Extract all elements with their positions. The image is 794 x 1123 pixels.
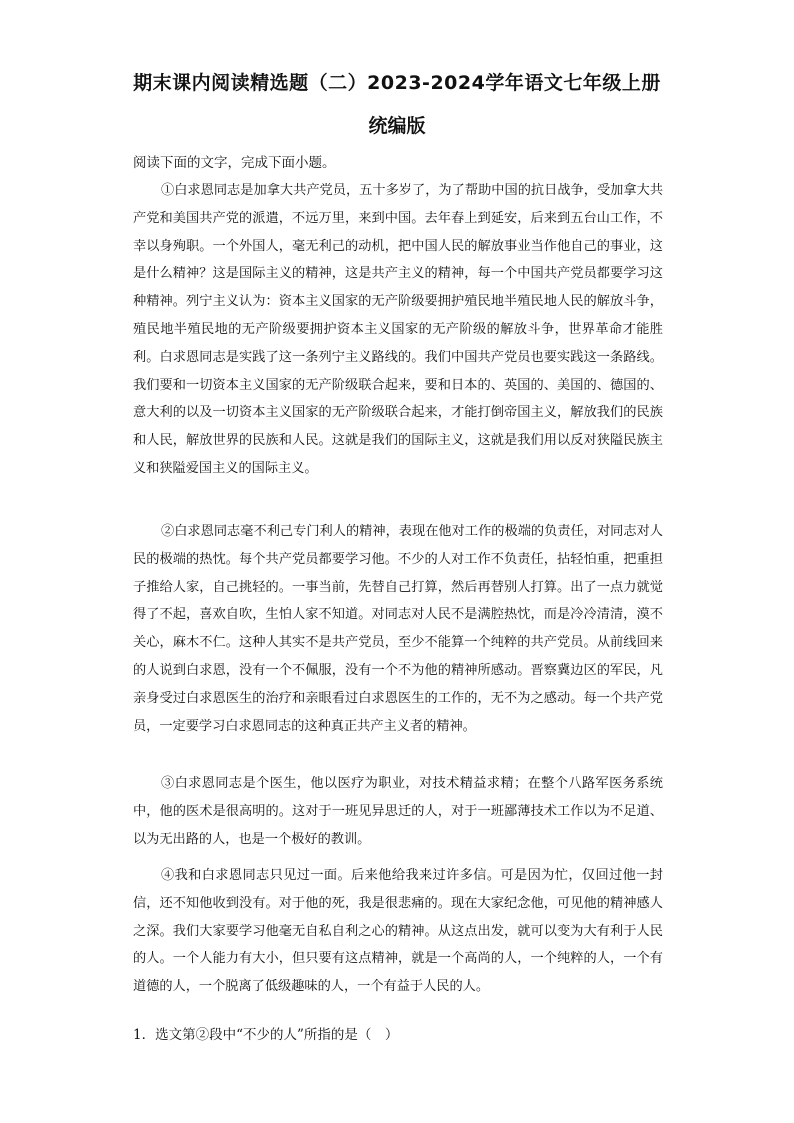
paragraph-1: ①白求恩同志是加拿大共产党员，五十多岁了，为了帮助中国的抗日战争，受加拿大共产党和美国共产党的派遣，不远万里，来到中国。去年春上到延安，后来到五台山工作，不幸以身殉职。一个外国人，毫无利己的动机，把中国人民的解放事业当作他自己的事业，这是什么精神？这是国际主义的精神，这是共产主义的精神，每一个中国共产党员都要学习这种精神。列宁主义认为：资本主义国家的无产阶级要拥护殖民地半殖民地人民的解放斗争，殖民地半殖民地的无产阶级要拥护资本主义国家的无产阶级的解放斗争，世界革命才能胜利。白求恩同志是实践了这一条列宁主义路线的。我们中国共产党员也要实践这一条路线。我们要和一切资本主义国家的无产阶级联合起来，要和日本的、英国的、美国的、德国的、意大利的以及一切资本主义国家的无产阶级联合起来，才能打倒帝国主义，解放我们的民族和人民，解放世界的民族和人民。这就是我们的国际主义，这就是我们用以反对狭隘民族主义和狭隘爱国主义的国际主义。: [133, 183, 663, 476]
paragraph-2: ②白求恩同志毫不利己专门利人的精神，表现在他对工作的极端的负责任，对同志对人民的极端的热忱。每个共产党员都要学习他。不少的人对工作不负责任，拈轻怕重，把重担子推给人家，自己挑轻的。一事当前，先替自己打算，然后再替别人打算。出了一点力就觉得了不起，喜欢自吹，生怕人家不知道。对同志对人民不是满腔热忱，而是冷冷清清，漠不关心，麻木不仁。这种人其实不是共产党员，至少不能算一个纯粹的共产党员。从前线回来的人说到白求恩，没有一个不佩服，没有一个不为他的精神所感动。晋察冀边区的军民，凡亲身受过白求恩医生的治疗和亲眼看过白求恩医生的工作的，无不为之感动。每一个共产党员，一定要学习白求恩同志的这种真正共产主义者的精神。: [133, 524, 663, 734]
paragraph-4: ④我和白求恩同志只见过一面。后来他给我来过许多信。可是因为忙，仅回过他一封信，还不知他收到没有。对于他的死，我是很悲痛的。现在大家纪念他，可见他的精神感人之深。我们大家要学习他毫无自私自利之心的精神。从这点出发，就可以变为大有利于人民的人。一个人能力有大小，但只要有这点精神，就是一个高尚的人，一个纯粹的人，一个有道德的人，一个脱离了低级趣味的人，一个有益于人民的人。: [133, 868, 663, 995]
page-title: 期末课内阅读精选题（二）2023-2024学年语文七年级上册: [133, 72, 661, 94]
question-1: 1．选文第②段中“不少的人”所指的是（ ）: [133, 1027, 399, 1043]
page-subtitle: 统编版: [368, 115, 426, 137]
paragraph-3: ③白求恩同志是个医生，他以医疗为职业，对技术精益求精；在整个八路军医务系统中，他的医术是很高明的。这对于一班见异思迁的人，对于一班鄙薄技术工作以为不足道、以为无出路的人，也是一个极好的教训。: [133, 776, 663, 847]
reading-instruction: 阅读下面的文字，完成下面小题。: [133, 155, 336, 171]
